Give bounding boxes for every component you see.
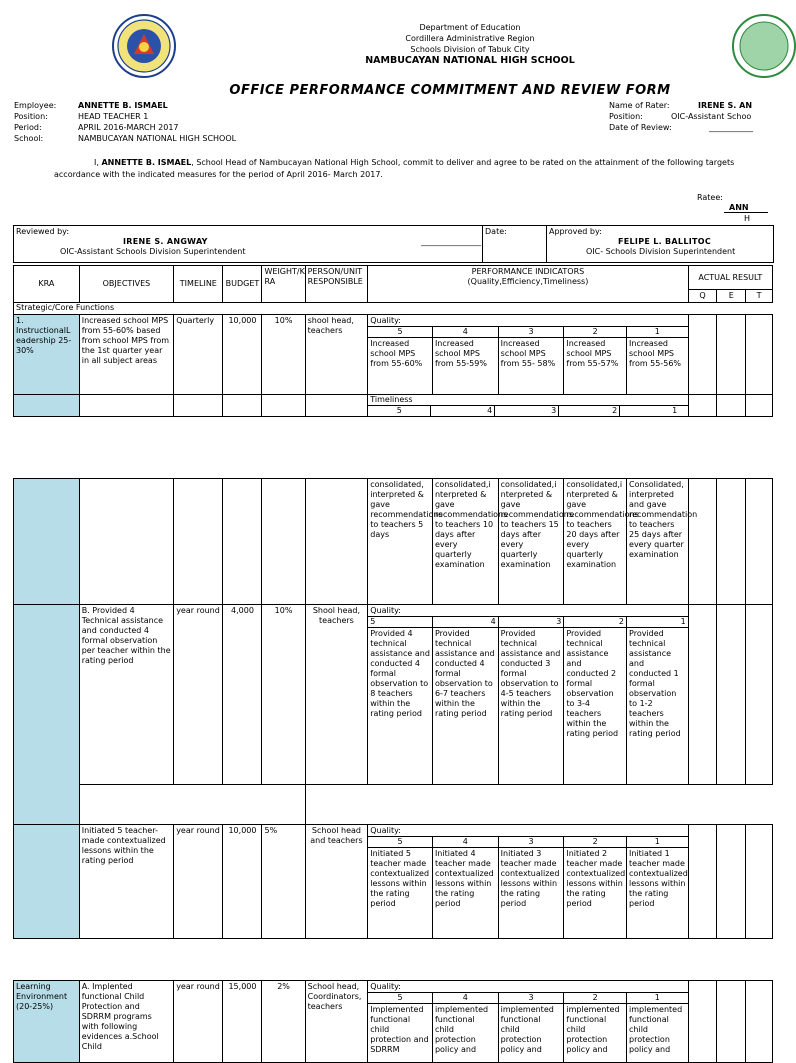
r1-t-scale-4: 4	[431, 406, 495, 416]
col-t: T	[746, 290, 773, 303]
r3-quality-label: Quality:	[368, 825, 688, 837]
r4-q2	[564, 993, 627, 1063]
r1-person: shool head, teachers	[305, 315, 368, 395]
commitment-prefix: I,	[94, 158, 102, 167]
review-date-cell-label: Date:	[485, 227, 507, 236]
r4-weight: 2%	[262, 981, 305, 1063]
review-date-cell	[421, 226, 547, 263]
r3-q2	[564, 837, 627, 939]
approved-by-label: Approved by:	[549, 227, 602, 236]
perf-indicators-title: PERFORMANCE INDICATORS	[471, 267, 585, 276]
r3-scale-1: 1	[627, 837, 688, 848]
employee-info	[14, 100, 314, 144]
r1-q1-text: Increased school MPS from 55-56%	[629, 339, 682, 368]
approver-position: OIC- Schools Division Superintendent	[586, 247, 736, 256]
r1-t-scale-3: 3	[495, 406, 559, 416]
r3-q-rating[interactable]	[688, 825, 717, 939]
page-break-gap-2	[14, 939, 773, 981]
r4-q1	[627, 993, 689, 1063]
r1b-budget	[223, 479, 262, 605]
r1-blank-timeline	[174, 395, 223, 417]
r4-person: School head, Coordinators, teachers	[305, 981, 368, 1063]
ratee-label: Ratee:	[697, 193, 723, 202]
r1-q3	[498, 327, 564, 395]
r2-budget: 4,000	[223, 605, 262, 785]
scale-2: 2	[564, 327, 626, 338]
r3-person: School head and teachers	[305, 825, 368, 939]
r1-q4	[432, 327, 498, 395]
opcr-table	[13, 265, 773, 1063]
r1b-person	[305, 479, 368, 605]
scale-5: 5	[368, 327, 432, 338]
col-timeline: TIMELINE	[174, 266, 223, 303]
r2-q4-text: Provided technical assistance and conducted 4 formal observation to 6-7 teachers within the rating period	[434, 629, 495, 718]
col-e: E	[717, 290, 746, 303]
r2-q1-text: Provided technical assistance and conducted 1 formal observation to 1-2 teachers within the rating period	[629, 629, 681, 738]
page-break-gap-1	[14, 417, 773, 479]
r3-scale-2: 2	[564, 837, 626, 848]
r2-q5-text: Provided 4 technical assistance and conducted 4 formal observation to 8 teachers within the rating period	[370, 629, 430, 718]
r4-q4	[432, 993, 498, 1063]
review-date-line: ___________	[709, 123, 753, 132]
r2-timeline: year round	[174, 605, 223, 785]
r1-blank-weight	[262, 395, 305, 417]
r1b-timeline	[174, 479, 223, 605]
reviewer-name: IRENE S. ANGWAY	[123, 237, 208, 246]
review-date-label: Date of Review:	[609, 123, 672, 132]
r2-weight: 10%	[262, 605, 305, 785]
employee-name: ANNETTE B. ISMAEL	[78, 101, 168, 110]
school-value: NAMBUCAYAN NATIONAL HIGH SCHOOL	[78, 134, 237, 143]
review-date-blank: _______________	[421, 237, 481, 246]
position-value: HEAD TEACHER 1	[78, 112, 149, 121]
r1-q2	[564, 327, 627, 395]
reviewed-by-label: Reviewed by:	[16, 227, 70, 236]
col-person: PERSON/UNIT RESPONSIBLE	[305, 266, 368, 303]
deped-seal-logo	[112, 14, 176, 78]
r2-scale-2: 2	[564, 617, 626, 628]
r4-q3	[498, 993, 564, 1063]
r4-q3-text: implemented functional child protection policy and	[500, 1005, 554, 1054]
r1-budget: 10,000	[223, 315, 262, 395]
r2-person: Shool head, teachers	[305, 605, 368, 785]
r1b-e[interactable]	[717, 395, 746, 417]
r4-scale-4: 4	[433, 993, 498, 1004]
rater-name-value: IRENE S. AN	[698, 101, 753, 110]
r1b-t5: consolidated, interpreted & gave recommendations to teachers 5 days	[368, 479, 433, 605]
r1-timeline: Quarterly	[174, 315, 223, 395]
r1-t-scale-2: 2	[559, 406, 620, 416]
r4-scale-2: 2	[564, 993, 626, 1004]
r3-weight: 5%	[262, 825, 305, 939]
r1-timeliness-label: Timeliness	[370, 395, 413, 404]
r1b-weight	[262, 479, 305, 605]
r3-budget: 10,000	[223, 825, 262, 939]
r3-q1-text: Initiated 1 teacher made contextualized lessons within the rating period	[629, 849, 688, 908]
r1-blank-budget	[223, 395, 262, 417]
r1-q1	[627, 327, 689, 395]
r3-scale-3: 3	[499, 837, 564, 848]
r3-q1	[627, 837, 689, 939]
r4-q5-text: Implemented functional child protection and SDRRM	[370, 1005, 429, 1054]
school-label: School:	[14, 134, 44, 143]
r2-q4	[432, 617, 498, 785]
r4-budget: 15,000	[223, 981, 262, 1063]
commitment-name: ANNETTE B. ISMAEL	[101, 158, 192, 167]
section-strategic-core: Strategic/Core Functions	[14, 303, 773, 315]
r2-quality-label: Quality:	[368, 605, 688, 617]
r1b-t3: consolidated,i nterpreted & gave recommendations to teachers 15 days after every quarterly examination	[498, 479, 564, 605]
r4-q1-text: implemented functional child protection policy and	[629, 1005, 683, 1054]
scale-3: 3	[499, 327, 564, 338]
r2-scale-1: 1	[627, 617, 688, 628]
kra-fill-r2	[14, 605, 80, 825]
r2-q3-text: Provided technical assistance and conducted 3 formal observation to 4-5 teachers within the rating period	[500, 629, 561, 718]
r2-q3	[498, 617, 564, 785]
r3-timeline: year round	[174, 825, 223, 939]
r1-quality-label: Quality:	[368, 315, 688, 327]
header-line-deped: Department of Education	[419, 23, 521, 32]
r1b-t2: consolidated,i nterpreted & gave recommendations to teachers 20 days after every quarterly examination	[564, 479, 627, 605]
r4-scale-5: 5	[368, 993, 432, 1004]
r3-q4	[432, 837, 498, 939]
review-approval-table	[13, 225, 774, 263]
col-weight: WEIGHT/K RA	[262, 266, 305, 303]
col-q: Q	[688, 290, 717, 303]
rater-info	[609, 100, 768, 133]
r1-blank-person	[305, 395, 368, 417]
r3-objective: Initiated 5 teacher-made contextualized lessons within the rating period	[79, 825, 173, 939]
approver-name: FELIPE L. BALLITOC	[618, 237, 712, 246]
r4-timeline: year round	[174, 981, 223, 1063]
perf-indicators-sub: (Quality,Efficiency,Timeliness)	[467, 277, 589, 286]
r1-q2-text: Increased school MPS from 55-57%	[566, 339, 619, 368]
r1-weight: 10%	[262, 315, 305, 395]
r4-t-rating[interactable]	[746, 981, 773, 1063]
r1-q-rating[interactable]	[688, 315, 717, 395]
scale-1: 1	[627, 327, 688, 338]
r2-q-rating[interactable]	[688, 605, 717, 785]
commitment-line2: accordance with the indicated measures for the period of April 2016- March 2017.	[54, 170, 383, 179]
r4-q2-text: implemented functional child protection policy and	[566, 1005, 620, 1054]
r4-q5	[368, 993, 433, 1063]
reviewer-position: OIC-Assistant Schools Division Superintendent	[60, 247, 246, 256]
r2-q2	[564, 617, 627, 785]
position-label: Position:	[14, 112, 48, 121]
header-line-region: Cordillera Administrative Region	[405, 34, 535, 43]
r3-scale-5: 5	[368, 837, 432, 848]
rater-name-label: Name of Rater:	[609, 101, 670, 110]
r1b-q[interactable]	[688, 395, 717, 417]
r1b-t1: Consolidated, interpreted and gave recommendation to teachers 25 days after every quarter examination	[627, 479, 689, 605]
r4-scale-3: 3	[499, 993, 564, 1004]
rater-position-label: Position:	[609, 112, 643, 121]
r3-q2-text: Initiated 2 teacher made contextualized lessons within the rating period	[566, 849, 626, 908]
commitment-text: , School Head of Nambucayan National High School, commit to deliver and agree to be rated on the attainment of the following targets	[191, 158, 735, 167]
form-title: OFFICE PERFORMANCE COMMITMENT AND REVIEW FORM	[229, 83, 671, 98]
r4-e-rating[interactable]	[717, 981, 746, 1063]
employee-label: Employee:	[14, 101, 57, 110]
r3-q4-text: Initiated 4 teacher made contextualized lessons within the rating period	[434, 849, 494, 908]
r2-scale-5: 5	[368, 617, 432, 628]
r2-q2-text: Provided technical assistance and conducted 2 formal observation to 3-4 teachers within the rating period	[566, 629, 619, 738]
division-seal-logo	[732, 14, 796, 78]
r1b-objective	[79, 479, 173, 605]
commitment-statement	[54, 157, 768, 181]
r2-q5	[368, 617, 433, 785]
scale-4: 4	[433, 327, 498, 338]
r2-blank-left	[79, 785, 305, 825]
r1b-t[interactable]	[746, 395, 773, 417]
r4-scale-1: 1	[627, 993, 688, 1004]
r1-t-scale-1: 1	[672, 406, 678, 415]
r3-q3-text: Initiated 3 teacher made contextualized lessons within the rating period	[500, 849, 560, 908]
r1-q4-text: Increased school MPS from 55-59%	[434, 339, 487, 368]
r2-blank-right	[305, 785, 746, 825]
r2-q1	[627, 617, 689, 785]
r1-e-rating[interactable]	[717, 315, 746, 395]
header-block	[300, 22, 640, 66]
header-line-division: Schools Division of Tabuk City	[410, 45, 530, 54]
r1-q3-text: Increased school MPS from 55- 58%	[500, 339, 556, 368]
kra-fill-r1-timeliness	[14, 395, 80, 417]
r3-scale-4: 4	[433, 837, 498, 848]
period-label: Period:	[14, 123, 42, 132]
r3-e-rating[interactable]	[717, 825, 746, 939]
r3-q3	[498, 837, 564, 939]
header-school-name: NAMBUCAYAN NATIONAL HIGH SCHOOL	[365, 55, 575, 66]
r3-t-rating[interactable]	[746, 825, 773, 939]
r3-q5	[368, 837, 433, 939]
kra-instructional-leadership: 1. InstructionalL eadership 25-30%	[14, 315, 80, 395]
r1-t-scale-5: 5	[368, 406, 431, 416]
r1-objective-blank	[79, 395, 173, 417]
r2-objective: B. Provided 4 Technical assistance and conducted 4 formal observation per teacher within the rating period	[79, 605, 173, 785]
r1b-q-rating[interactable]	[688, 479, 717, 605]
r1-timeliness	[368, 395, 688, 417]
r1-q5-text: Increased school MPS from 55-60%	[370, 339, 423, 368]
r4-quality-label: Quality:	[368, 981, 688, 993]
approved-by-cell	[547, 226, 774, 263]
kra-learning-environment: Learning Environment (20-25%)	[14, 981, 80, 1063]
r2-scale-3: 3	[499, 617, 564, 628]
r4-q4-text: implemented functional child protection policy and	[434, 1005, 489, 1054]
col-actual-result: ACTUAL RESULT	[688, 266, 772, 290]
r1-q5	[368, 327, 433, 395]
r1b-t-rating[interactable]	[746, 479, 773, 605]
period-value: APRIL 2016-MARCH 2017	[78, 123, 179, 132]
r2-t-rating[interactable]	[746, 605, 773, 785]
kra-fill-r3	[14, 825, 80, 939]
reviewed-by-cell	[14, 226, 483, 263]
col-kra: KRA	[14, 266, 80, 303]
r3-q5-text: Initiated 5 teacher made contextualized lessons within the rating period	[370, 849, 430, 908]
rater-position-value: OIC-Assistant Schoo	[671, 112, 752, 121]
r1b-t4: consolidated,i nterpreted & gave recommendations to teachers 10 days after every quarterly examination	[432, 479, 498, 605]
kra-fill-r1b	[14, 479, 80, 605]
ratee-sub: H	[744, 214, 751, 223]
r1-objective: Increased school MPS from 55-60% based from school MPS from the 1st quarter year in all subject areas	[79, 315, 173, 395]
r4-objective: A. Implented functional Child Protection and SDRRM programs with following evidences a.School Child	[79, 981, 173, 1063]
col-performance-indicators	[368, 266, 688, 303]
r1b-e-rating[interactable]	[717, 479, 746, 605]
r2-e-rating[interactable]	[717, 605, 746, 785]
r2-scale-4: 4	[433, 617, 498, 628]
r1-t-rating[interactable]	[746, 315, 773, 395]
col-budget: BUDGET	[223, 266, 262, 303]
ratee-underline	[724, 212, 768, 213]
ratee-name: ANN	[729, 203, 749, 212]
r2-blank-end	[746, 785, 773, 825]
col-objectives: OBJECTIVES	[79, 266, 173, 303]
r4-q-rating[interactable]	[688, 981, 717, 1063]
